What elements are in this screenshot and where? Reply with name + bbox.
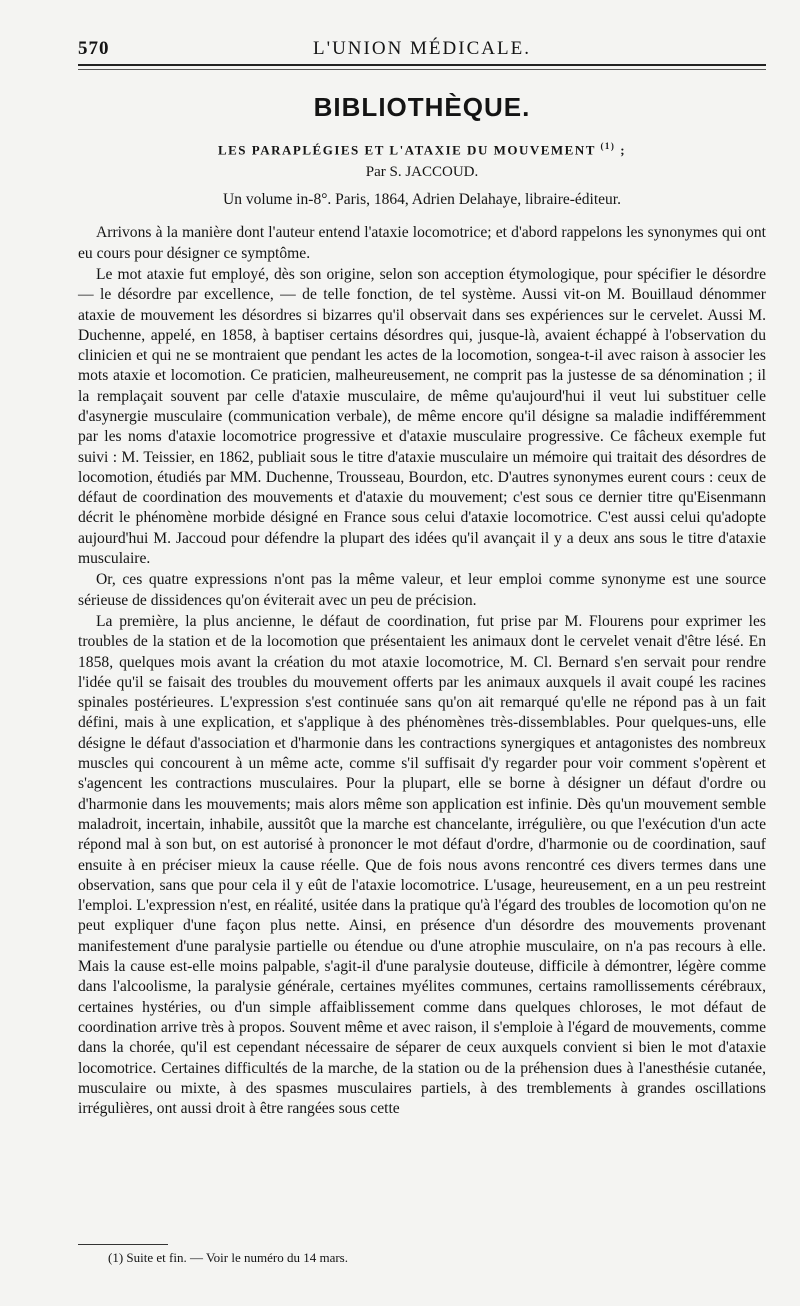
article-title: [78, 141, 766, 158]
byline-prefix: Par: [365, 164, 390, 181]
page-number: 570: [78, 38, 110, 59]
journal-title: L'UNION MÉDICALE.: [313, 38, 531, 59]
article-title-text: LES PARAPLÉGIES ET L'ATAXIE DU MOUVEMENT: [217, 142, 596, 158]
footnote: (1) Suite et fin. — Voir le numéro du 14 mars.: [108, 1250, 348, 1265]
author-name: S. JACCOUD.: [389, 164, 479, 181]
paragraph: La première, la plus ancienne, le défaut de coordination, fut prise par M. Flourens pour exprimer les troubles de la station et de la locomotion que présentaient les animaux dont le cervelet venait d'être lésé. En 1858, quelques mois avant la création du mot ataxie locomotrice, M. Cl. Bernard s'en servait pour rendre l'idée qu'il se faisait des troubles du mouvement offerts par les animaux auxquels il avait coupé les racines spinales postérieures. L'expression s'est continuée sans qu'on ait remarqué qu'elle ne répond pas à un fait défini, mais à une explication, et s'applique à des phénomènes très-dissemblables. Pour quelques-uns, elle désigne le défaut d'association et d'harmonie dans les contractions synergiques et antagonistes des nombreux muscles qui concourent à un même acte, comme s'il suffisait d'y regarder pour voir comment s'opèrent et s'agencent les contractions musculaires. Pour la plupart, elle se borne à désigner un défaut d'ordre ou d'harmonie dans les mouvements; mais alors même son application est infinie. Dès qu'un mouvement semble maladroit, incertain, inhabile, aussitôt que la marche est chancelante, irrégulière, ou que l'exécution d'un acte répond mal à son but, on est autorisé à prononcer le mot défaut d'ordre, d'harmonie ou de coordination, sauf ensuite à en préciser mieux la cause réelle. Que de fois nous avons rencontré ces divers termes dans une observation, sans que pour cela il y eût de l'ataxie locomotrice. L'usage, heureusement, en a un peu restreint l'emploi. L'expression n'est, en réalité, usitée dans la pratique qu'à l'égard des troubles de locomotion qu'on ne peut expliquer d'une façon plus nette. Ainsi, en présence d'un désordre des mouvements provenant manifestement d'une paralysie partielle ou étendue ou d'une atrophie musculaire, on n'a pas recours à elle. Mais la cause est-elle moins palpable, s'agit-il d'une paralysie douteuse, difficile à démontrer, légère comme dans l'alcoolisme, la paralysie générale, certaines myélites communes, certains ramollissements cérébraux, certaines hystéries, ou d'un simple affaiblissement comme dans quelques chloroses, le mot défaut de coordination arrive très à propos. Souvent même et avec raison, il s'emploie à l'égard de mouvements, comme dans la chorée, qu'il est cependant nécessaire de séparer de ceux auxquels convient si bien le mot d'ataxie locomotrice. Certaines difficultés de la marche, de la station ou de la préhension dues à l'anesthésie cutanée, musculaire ou mixte, à des spasmes musculaires partiels, à des tremblements à grandes oscillations irrégulières, ont aussi droit à être rangées sous cette: [78, 612, 766, 1118]
paragraph: Le mot ataxie fut employé, dès son origine, selon son acception étymologique, pour spécifier le désordre — le désordre par excellence, — de telle fonction, de tel système. Aussi vit-on M. Bouillaud dénommer ataxie de mouvement les désordres si bizarres qu'il observait dans ses expériences sur le cervelet. Aussi M. Duchenne, appelé, en 1858, à baptiser certains désordres qui, jusque-là, avaient échappé à l'observation du clinicien et qui ne se montraient que pendant les actes de la locomotion, songea-t-il avec raison à associer les mots ataxie et locomotion. Ce praticien, malheureusement, ne comprit pas la justesse de sa dénomination ; il la remplaçait souvent par celle d'ataxie musculaire, de même qu'aujourd'hui il veut lui substituer celle d'asynergie musculaire (communication verbale), de même encore qu'il désigne sa maladie indifféremment par les noms d'ataxie locomotrice progressive et d'ataxie musculaire progressive. Ce fâcheux exemple fut suivi : M. Teissier, en 1862, publiait sous le titre d'ataxie musculaire un mémoire qui traitait des désordres de locomotion, étudiés par MM. Duchenne, Trousseau, Bourdon, etc. D'autres synonymes eurent cours : ceux de défaut de coordination des mouvements et d'ataxie du mouvement; c'est sous ce dernier titre qu'Eisenmann décrit le phénomène morbide désigné en France sous celui d'ataxie locomotrice. C'est aussi celui qu'adopte aujourd'hui M. Jaccoud pour défendre la plupart des idées qu'il avançait il y a deux ans sous le titre d'ataxie musculaire.: [78, 265, 766, 568]
byline: [78, 164, 766, 181]
article-title-end: ;: [615, 142, 627, 158]
running-head: [78, 30, 766, 66]
section-title: BIBLIOTHÈQUE.: [313, 92, 531, 122]
header-rule: [78, 69, 766, 70]
footnote-rule: [78, 1244, 168, 1245]
footnote-marker: (1): [600, 141, 616, 151]
imprint: Un volume in-8°. Paris, 1864, Adrien Delahaye, libraire-éditeur.: [223, 191, 621, 209]
paragraph: Arrivons à la manière dont l'auteur entend l'ataxie locomotrice; et d'abord rappelons les synonymes qui ont eu cours pour désigner ce symptôme.: [78, 224, 766, 262]
paragraph: Or, ces quatre expressions n'ont pas la même valeur, et leur emploi comme synonyme est une source sérieuse de dissidences qu'on éviterait avec un peu de précision.: [78, 571, 766, 609]
article-body: [78, 223, 766, 1119]
